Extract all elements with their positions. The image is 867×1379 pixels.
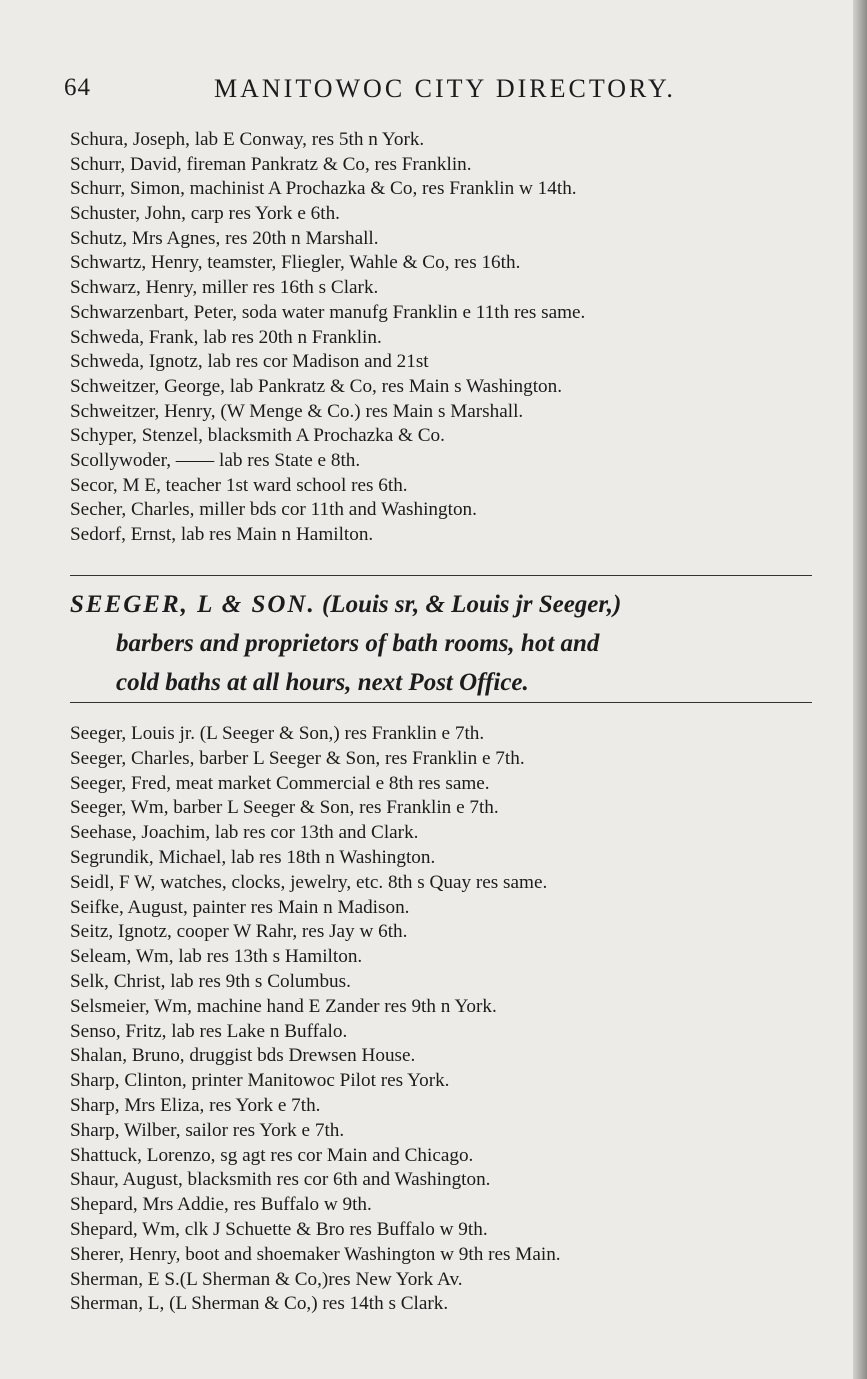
page-header xyxy=(64,72,684,108)
directory-entry: Schweitzer, George, lab Pankratz & Co, res Main s Washington. xyxy=(70,375,563,397)
directory-entry: Seleam, Wm, lab res 13th s Hamilton. xyxy=(70,946,363,968)
directory-entry: Schurr, Simon, machinist A Prochazka & Co, res Franklin w 14th. xyxy=(70,178,577,200)
directory-entry: Schuster, John, carp res York e 6th. xyxy=(70,203,340,225)
directory-entries-bottom xyxy=(70,722,561,1317)
advertiser-name: SEEGER, L & SON. xyxy=(70,591,316,618)
divider-rule xyxy=(70,575,812,576)
directory-entry: Schyper, Stenzel, blacksmith A Prochazka & Co. xyxy=(70,425,445,447)
directory-entry: Scollywoder, —— lab res State e 8th. xyxy=(70,449,361,471)
directory-entry: Shepard, Wm, clk J Schuette & Bro res Buffalo w 9th. xyxy=(70,1218,488,1240)
page-number: 64 xyxy=(64,74,91,101)
directory-entry: Segrundik, Michael, lab res 18th n Washington. xyxy=(70,846,436,868)
directory-entry: Schutz, Mrs Agnes, res 20th n Marshall. xyxy=(70,227,379,249)
directory-entry: Schwarz, Henry, miller res 16th s Clark. xyxy=(70,277,379,299)
directory-entry: Seehase, Joachim, lab res cor 13th and Clark. xyxy=(70,822,419,844)
directory-entry: Schwarzenbart, Peter, soda water manufg Franklin e 11th res same. xyxy=(70,301,586,323)
directory-entry: Schweda, Frank, lab res 20th n Franklin. xyxy=(70,326,382,348)
directory-entry: Seeger, Wm, barber L Seeger & Son, res Franklin e 7th. xyxy=(70,797,499,819)
directory-entry: Schweitzer, Henry, (W Menge & Co.) res Main s Marshall. xyxy=(70,400,524,422)
divider-rule xyxy=(70,702,812,703)
directory-entry: Senso, Fritz, lab res Lake n Buffalo. xyxy=(70,1020,348,1042)
directory-entry: Sherman, E S.(L Sherman & Co,)res New York Av. xyxy=(70,1268,463,1290)
directory-entry: Schwartz, Henry, teamster, Fliegler, Wahle & Co, res 16th. xyxy=(70,252,521,274)
directory-entry: Secher, Charles, miller bds cor 11th and Washington. xyxy=(70,499,477,521)
directory-entry: Secor, M E, teacher 1st ward school res 6th. xyxy=(70,474,408,496)
running-title: MANITOWOC CITY DIRECTORY. xyxy=(214,74,676,103)
directory-entry: Sharp, Mrs Eliza, res York e 7th. xyxy=(70,1094,321,1116)
directory-entry: Seeger, Louis jr. (L Seeger & Son,) res Franklin e 7th. xyxy=(70,723,485,744)
directory-entry: Sharp, Wilber, sailor res York e 7th. xyxy=(70,1119,345,1141)
directory-entry: Schura, Joseph, lab E Conway, res 5th n York. xyxy=(70,129,425,150)
advertisement-line: cold baths at all hours, next Post Office. xyxy=(116,669,529,696)
page-edge-shadow xyxy=(853,0,867,1379)
directory-entry: Seitz, Ignotz, cooper W Rahr, res Jay w 6th. xyxy=(70,921,408,943)
directory-entry: Seeger, Charles, barber L Seeger & Son, res Franklin e 7th. xyxy=(70,747,525,769)
directory-entry: Shattuck, Lorenzo, sg agt res cor Main and Chicago. xyxy=(70,1144,474,1166)
directory-entry: Selsmeier, Wm, machine hand E Zander res 9th n York. xyxy=(70,995,497,1017)
directory-entry: Seeger, Fred, meat market Commercial e 8th res same. xyxy=(70,772,490,794)
advertisement-block xyxy=(70,585,830,702)
advertisement-line: barbers and proprietors of bath rooms, hot and xyxy=(116,630,600,657)
directory-entry: Sharp, Clinton, printer Manitowoc Pilot res York. xyxy=(70,1070,450,1092)
directory-entry: Shepard, Mrs Addie, res Buffalo w 9th. xyxy=(70,1194,372,1216)
directory-entry: Sherman, L, (L Sherman & Co,) res 14th s Clark. xyxy=(70,1293,449,1315)
directory-entry: Selk, Christ, lab res 9th s Columbus. xyxy=(70,970,351,992)
directory-entry: Seifke, August, painter res Main n Madison. xyxy=(70,896,410,918)
directory-entry: Sedorf, Ernst, lab res Main n Hamilton. xyxy=(70,524,374,545)
directory-entry: Shaur, August, blacksmith res cor 6th and Washington. xyxy=(70,1169,491,1191)
directory-entries-top xyxy=(70,128,585,548)
directory-entry: Shalan, Bruno, druggist bds Drewsen House. xyxy=(70,1045,416,1067)
directory-entry: Schurr, David, fireman Pankratz & Co, res Franklin. xyxy=(70,153,472,175)
advertisement-line xyxy=(70,585,830,624)
advertiser-partners: (Louis sr, & Louis jr Seeger,) xyxy=(321,591,622,618)
directory-entry: Schweda, Ignotz, lab res cor Madison and 21st xyxy=(70,351,429,373)
directory-entry: Sherer, Henry, boot and shoemaker Washington w 9th res Main. xyxy=(70,1243,561,1265)
directory-entry: Seidl, F W, watches, clocks, jewelry, etc. 8th s Quay res same. xyxy=(70,871,548,893)
